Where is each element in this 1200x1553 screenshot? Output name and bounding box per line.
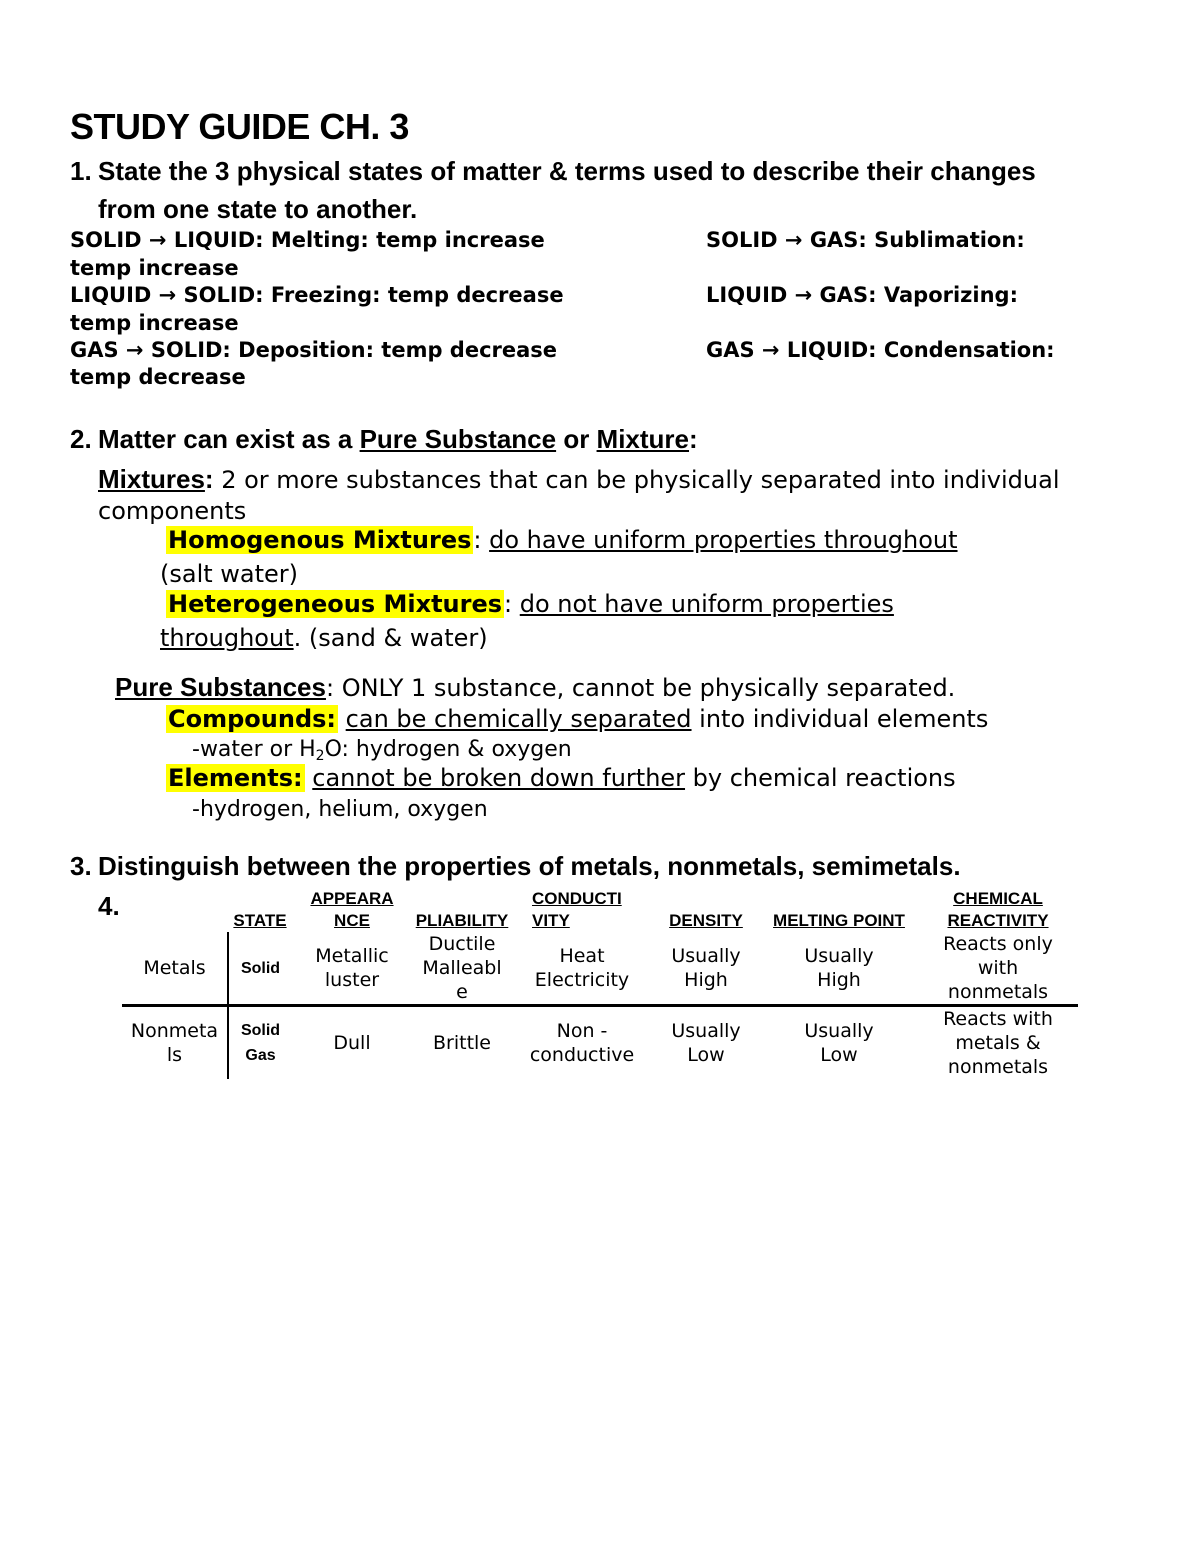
cell-conductivity: Non - conductive [529, 1020, 635, 1066]
cell-reactivity: Reacts with metals & nonmetals [943, 1008, 1053, 1078]
question-2 [70, 424, 698, 455]
cell-pliability: Ductile Malleabl e [412, 932, 512, 1006]
header-appearance: APPEARA NCE [310, 889, 394, 930]
question-number: 1. [70, 156, 92, 186]
state-change-right-1: SOLID → GAS: Sublimation: [706, 228, 1025, 252]
pure-substances-definition [115, 672, 955, 703]
heterogeneous-label: Heterogeneous Mixtures [168, 590, 503, 618]
question-4-number: 4. [98, 891, 120, 921]
mixtures-definition [98, 464, 1060, 495]
pure-substances-def: : ONLY 1 substance, cannot be physically separated. [325, 674, 956, 702]
pure-substances-label: Pure Substances [115, 672, 326, 702]
heterogeneous-item [142, 590, 894, 618]
compounds-example-sub: 2 [315, 748, 325, 764]
heterogeneous-cont [160, 624, 488, 652]
cell-appearance: Metallic luster [292, 932, 412, 1006]
homogenous-colon: : [473, 526, 490, 554]
state-change-left-2: LIQUID → SOLID: Freezing: temp decrease [70, 283, 564, 307]
compounds-colon: : [326, 705, 337, 733]
heterogeneous-colon: : [504, 590, 520, 618]
heterogeneous-def: do not have uniform properties [519, 590, 894, 618]
cell-state: Solid Gas [240, 1022, 281, 1064]
table-row-nonmetals [122, 1006, 1078, 1080]
compounds-example-post: O: hydrogen & oxygen [324, 737, 572, 762]
question-3 [70, 851, 961, 882]
heterogeneous-example: . (sand & water) [293, 624, 488, 652]
elements-item [142, 764, 956, 792]
properties-table [122, 886, 1078, 1079]
compounds-label [166, 705, 338, 733]
compounds-label-text: Compounds [168, 705, 327, 733]
heterogeneous-def-cont: throughout [160, 624, 294, 652]
question-number: 3. [70, 851, 92, 881]
state-change-left-3: GAS → SOLID: Deposition: temp decrease [70, 338, 558, 362]
state-change-right-3: GAS → LIQUID: Condensation: [706, 338, 1055, 362]
header-pliability: PLIABILITY [415, 911, 509, 930]
cell-pliability: Brittle [433, 1032, 491, 1054]
elements-rest: by chemical reactions [685, 764, 956, 792]
header-density: DENSITY [669, 911, 743, 930]
header-chemical-reactivity: CHEMICAL REACTIVITY [947, 889, 1049, 930]
header-blank [122, 886, 228, 932]
elements-label-text: Elements [168, 764, 294, 792]
compounds-example-pre: -water or H [192, 737, 316, 762]
homogenous-def: do have uniform properties throughout [489, 526, 958, 554]
or-text: or [556, 424, 597, 454]
elements-label [166, 764, 305, 792]
elements-example: -hydrogen, helium, oxygen [192, 797, 488, 822]
question-1-continued: from one state to another. [98, 194, 418, 224]
compounds-example [192, 737, 572, 764]
elements-def: cannot be broken down further [312, 764, 686, 792]
elements-colon: : [293, 764, 303, 792]
cell-density: Usually Low [671, 1020, 741, 1066]
header-conductivity: CONDUCTI VITY [532, 889, 622, 930]
colon: : [689, 424, 698, 454]
cell-melting-point: Usually Low [804, 1020, 874, 1066]
row-label: Nonmeta ls [122, 1006, 228, 1080]
compounds-item [142, 705, 988, 733]
pure-substance-term: Pure Substance [359, 424, 557, 454]
state-change-left-1-note: temp increase [70, 256, 239, 280]
mixtures-label: Mixtures [98, 464, 205, 494]
page-title: STUDY GUIDE CH. 3 [70, 106, 409, 147]
question-text: Matter can exist as a [98, 424, 360, 454]
mixtures-def: 2 or more substances that can be physically separated into individual [213, 466, 1060, 494]
header-melting-point: MELTING POINT [773, 911, 905, 930]
state-change-right-2: LIQUID → GAS: Vaporizing: [706, 283, 1018, 307]
cell-appearance: Dull [333, 1032, 371, 1054]
mixtures-definition-cont: components [98, 497, 247, 525]
mixture-term: Mixture [596, 424, 690, 454]
cell-conductivity: Heat Electricity [512, 932, 652, 1006]
header-state: STATE [233, 911, 287, 930]
cell-reactivity: Reacts only with nonmetals [918, 932, 1078, 1006]
row-label: Metals [122, 932, 228, 1006]
cell-density: Usually High [652, 932, 760, 1006]
cell-state: Solid [228, 932, 292, 1006]
mixtures-colon: : [204, 464, 214, 494]
question-text: State the 3 physical states of matter & terms used to describe their changes [98, 156, 1036, 186]
question-number: 2. [70, 424, 92, 454]
homogenous-example: (salt water) [160, 560, 299, 588]
table-header-row [122, 886, 1078, 932]
homogenous-item [142, 526, 958, 554]
compounds-rest: into individual elements [691, 705, 989, 733]
state-change-left-3-note: temp decrease [70, 365, 246, 389]
state-change-left-1: SOLID → LIQUID: Melting: temp increase [70, 228, 545, 252]
table-row-metals [122, 932, 1078, 1006]
cell-melting-point: Usually High [760, 932, 918, 1006]
homogenous-label: Homogenous Mixtures [168, 526, 472, 554]
state-change-left-2-note: temp increase [70, 311, 239, 335]
question-1 [70, 156, 1036, 187]
compounds-def: can be chemically separated [345, 705, 692, 733]
question-text: Distinguish between the properties of metals, nonmetals, semimetals. [98, 851, 961, 881]
